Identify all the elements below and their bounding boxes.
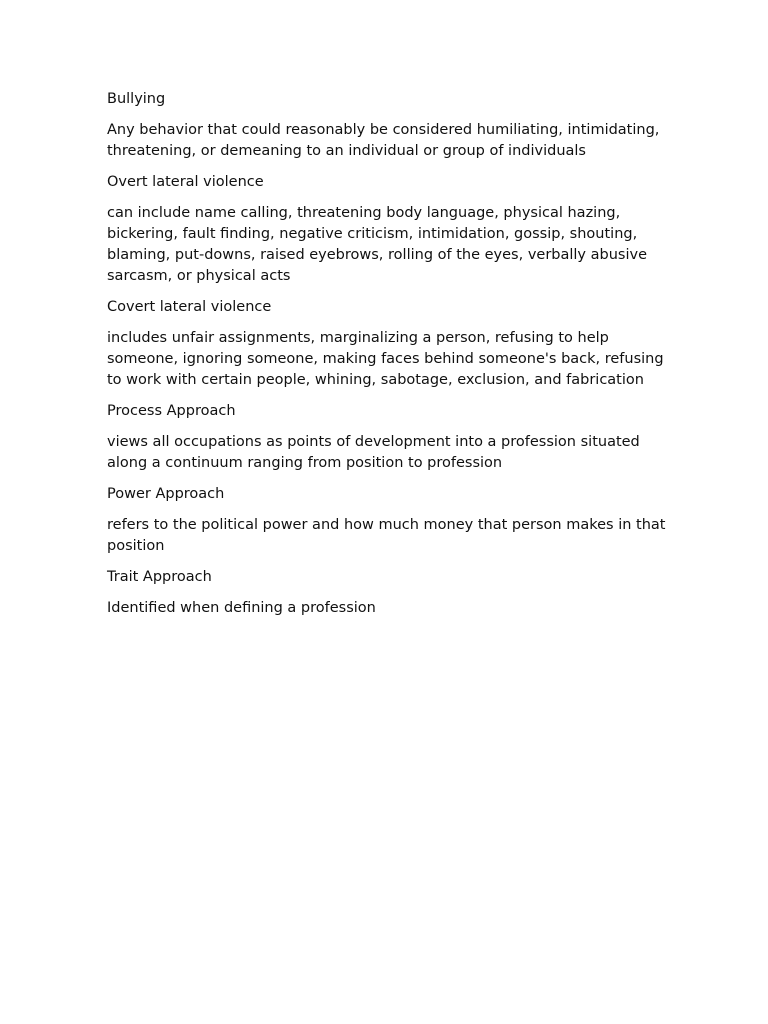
entry-power-approach — [107, 484, 667, 557]
term-heading: Overt lateral violence — [107, 174, 264, 190]
entry-trait-approach — [107, 567, 667, 619]
term-heading: Trait Approach — [107, 569, 212, 585]
term-definition: includes unfair assignments, marginalizing a person, refusing to help someone, ignoring someone, making faces behind someone's back, refusing to work with certain people, whining, sabotage, exclusion, and fabrication — [107, 330, 664, 388]
term-definition: can include name calling, threatening body language, physical hazing, bickering, fault finding, negative criticism, intimidation, gossip, shouting, blaming, put-downs, raised eyebrows, rolling of the eyes, verbally abusive sarcasm, or physical acts — [107, 205, 647, 284]
term-heading: Bullying — [107, 91, 166, 107]
term-definition: refers to the political power and how much money that person makes in that position — [107, 517, 666, 554]
term-heading: Covert lateral violence — [107, 299, 272, 315]
entry-overt-lateral-violence — [107, 172, 667, 287]
document-page — [107, 89, 667, 629]
term-heading: Power Approach — [107, 486, 225, 502]
term-heading: Process Approach — [107, 403, 236, 419]
term-definition: views all occupations as points of development into a profession situated along a continuum ranging from position to profession — [107, 434, 640, 471]
term-definition: Identified when defining a profession — [107, 600, 376, 616]
entry-covert-lateral-violence — [107, 297, 667, 391]
entry-process-approach — [107, 401, 667, 474]
term-definition: Any behavior that could reasonably be considered humiliating, intimidating, threatening, or demeaning to an individual or group of individuals — [107, 122, 660, 159]
entry-bullying — [107, 89, 667, 162]
